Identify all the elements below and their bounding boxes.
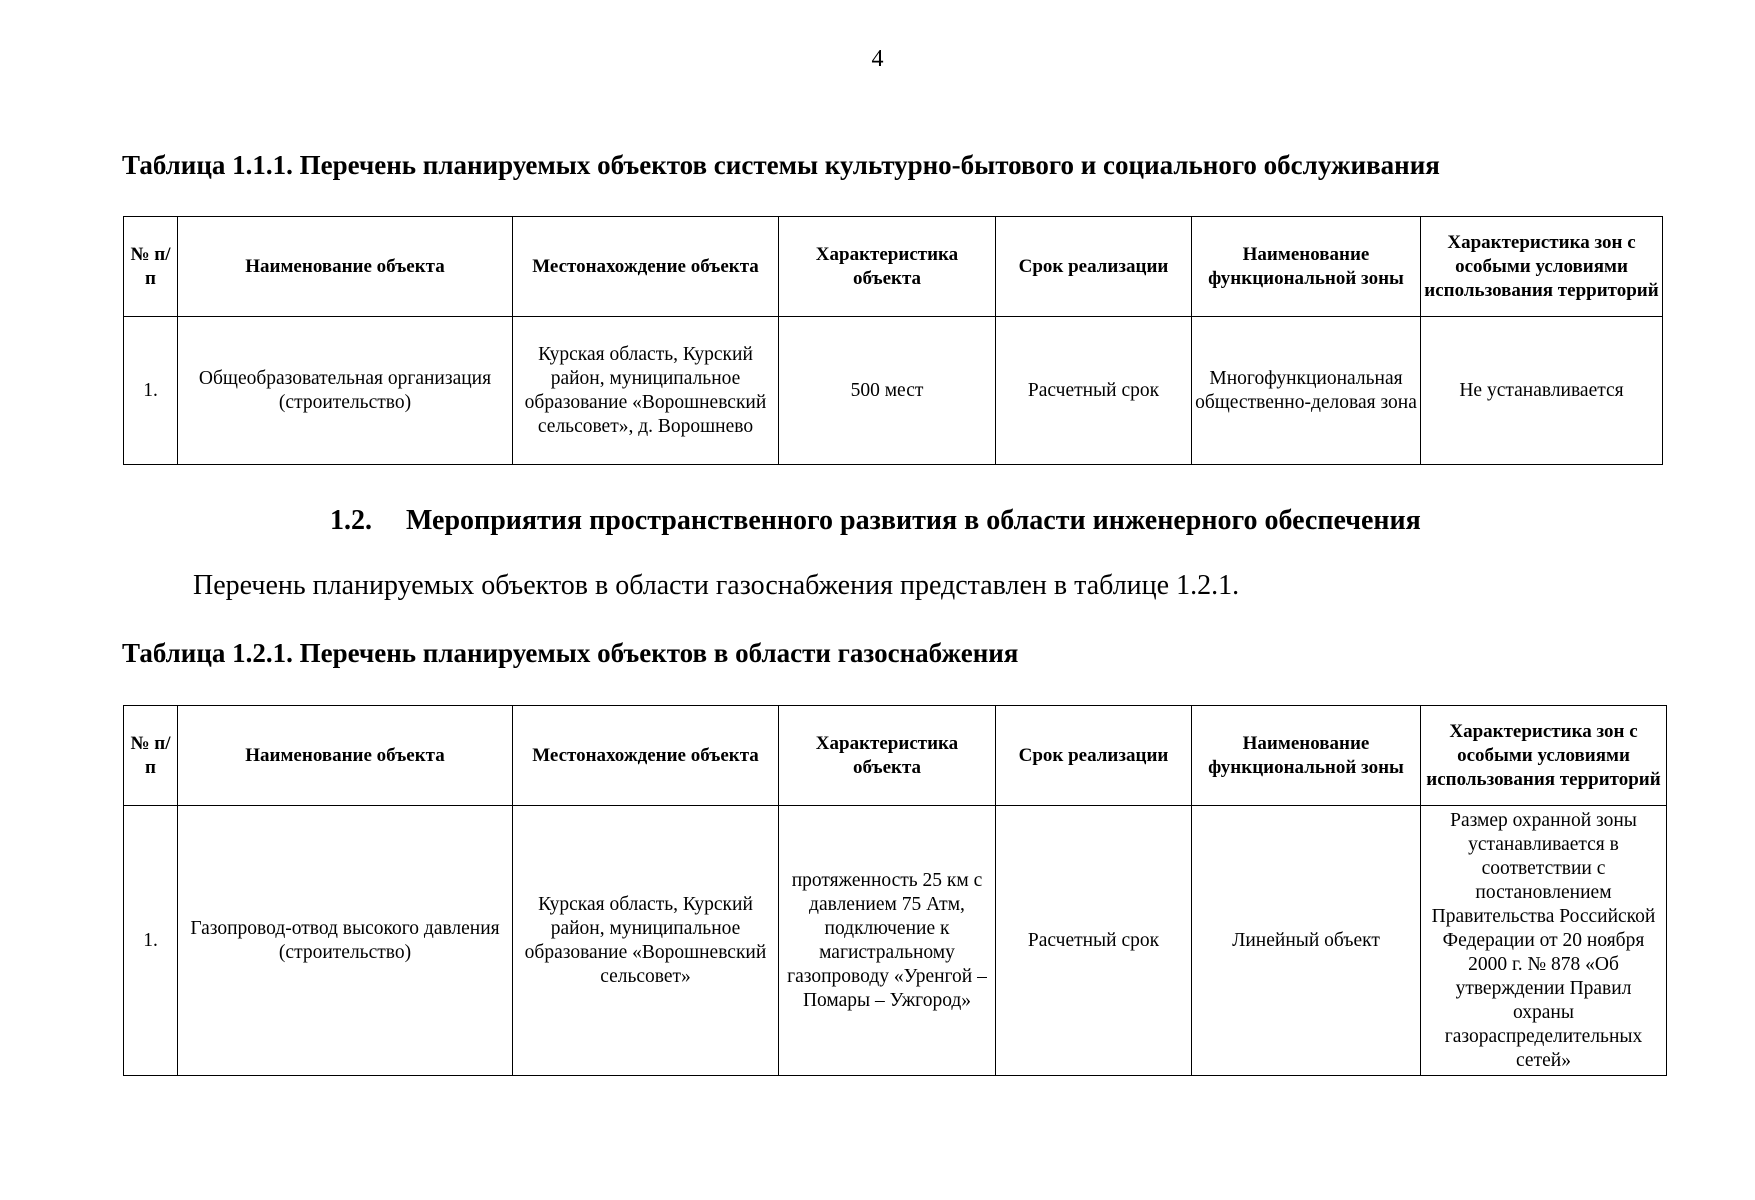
page-number: 4 bbox=[871, 46, 884, 72]
table1-header-zone: Наименование функциональной зоны bbox=[1192, 217, 1421, 317]
table2-header-location: Местонахождение объекта bbox=[513, 706, 779, 806]
table2-header-num: № п/п bbox=[124, 706, 178, 806]
table2-header-row bbox=[124, 706, 1667, 806]
table1-cell-location: Курская область, Курский район, муниципальное образование «Ворошневский сельсовет», д. Ворошнево bbox=[513, 317, 779, 465]
section-number: 1.2. bbox=[330, 505, 372, 536]
table1-header-characteristic: Характеристика объекта bbox=[779, 217, 996, 317]
table1-cell-term: Расчетный срок bbox=[996, 317, 1192, 465]
section-paragraph: Перечень планируемых объектов в области газоснабжения представлен в таблице 1.2.1. bbox=[193, 570, 1240, 601]
table2-cell-location: Курская область, Курский район, муниципальное образование «Ворошневский сельсовет» bbox=[513, 806, 779, 1076]
table1-header-special-zones: Характеристика зон с особыми условиями использования территорий bbox=[1421, 217, 1663, 317]
table2-cell-num: 1. bbox=[124, 806, 178, 1076]
table1-header-name: Наименование объекта bbox=[178, 217, 513, 317]
table-row bbox=[124, 806, 1667, 1076]
table1-cell-zone: Многофункциональная общественно-деловая зона bbox=[1192, 317, 1421, 465]
table2-header-zone: Наименование функциональной зоны bbox=[1192, 706, 1421, 806]
table1-header-row bbox=[124, 217, 1663, 317]
table2-cell-name: Газопровод-отвод высокого давления (строительство) bbox=[178, 806, 513, 1076]
table2-header-special-zones: Характеристика зон с особыми условиями использования территорий bbox=[1421, 706, 1667, 806]
table1-cell-num: 1. bbox=[124, 317, 178, 465]
table2-header-term: Срок реализации bbox=[996, 706, 1192, 806]
table1-title: Таблица 1.1.1. Перечень планируемых объектов системы культурно-бытового и социального обслуживания bbox=[122, 150, 1440, 180]
table2-header-characteristic: Характеристика объекта bbox=[779, 706, 996, 806]
table-row bbox=[124, 317, 1663, 465]
table1-header-num: № п/п bbox=[124, 217, 178, 317]
table2-cell-characteristic: протяженность 25 км с давлением 75 Атм, подключение к магистральному газопроводу «Уренгой – Помары – Ужгород» bbox=[779, 806, 996, 1076]
table2-cell-special-zones: Размер охранной зоны устанавливается в соответствии с постановлением Правительства Российской Федерации от 20 ноября 2000 г. № 878 «Об утверждении Правил охраны газораспределительных сетей» bbox=[1421, 806, 1667, 1076]
table2-cell-zone: Линейный объект bbox=[1192, 806, 1421, 1076]
table2 bbox=[123, 705, 1667, 1076]
table1-header-term: Срок реализации bbox=[996, 217, 1192, 317]
table1-cell-special-zones: Не устанавливается bbox=[1421, 317, 1663, 465]
table1-cell-name: Общеобразовательная организация (строительство) bbox=[178, 317, 513, 465]
table2-header-name: Наименование объекта bbox=[178, 706, 513, 806]
table2-title: Таблица 1.2.1. Перечень планируемых объектов в области газоснабжения bbox=[122, 638, 1019, 668]
table1-header-location: Местонахождение объекта bbox=[513, 217, 779, 317]
table1 bbox=[123, 216, 1663, 465]
section-heading-text: Мероприятия пространственного развития в области инженерного обеспечения bbox=[406, 505, 1421, 536]
section-heading bbox=[330, 505, 1421, 537]
table2-cell-term: Расчетный срок bbox=[996, 806, 1192, 1076]
table1-cell-characteristic: 500 мест bbox=[779, 317, 996, 465]
